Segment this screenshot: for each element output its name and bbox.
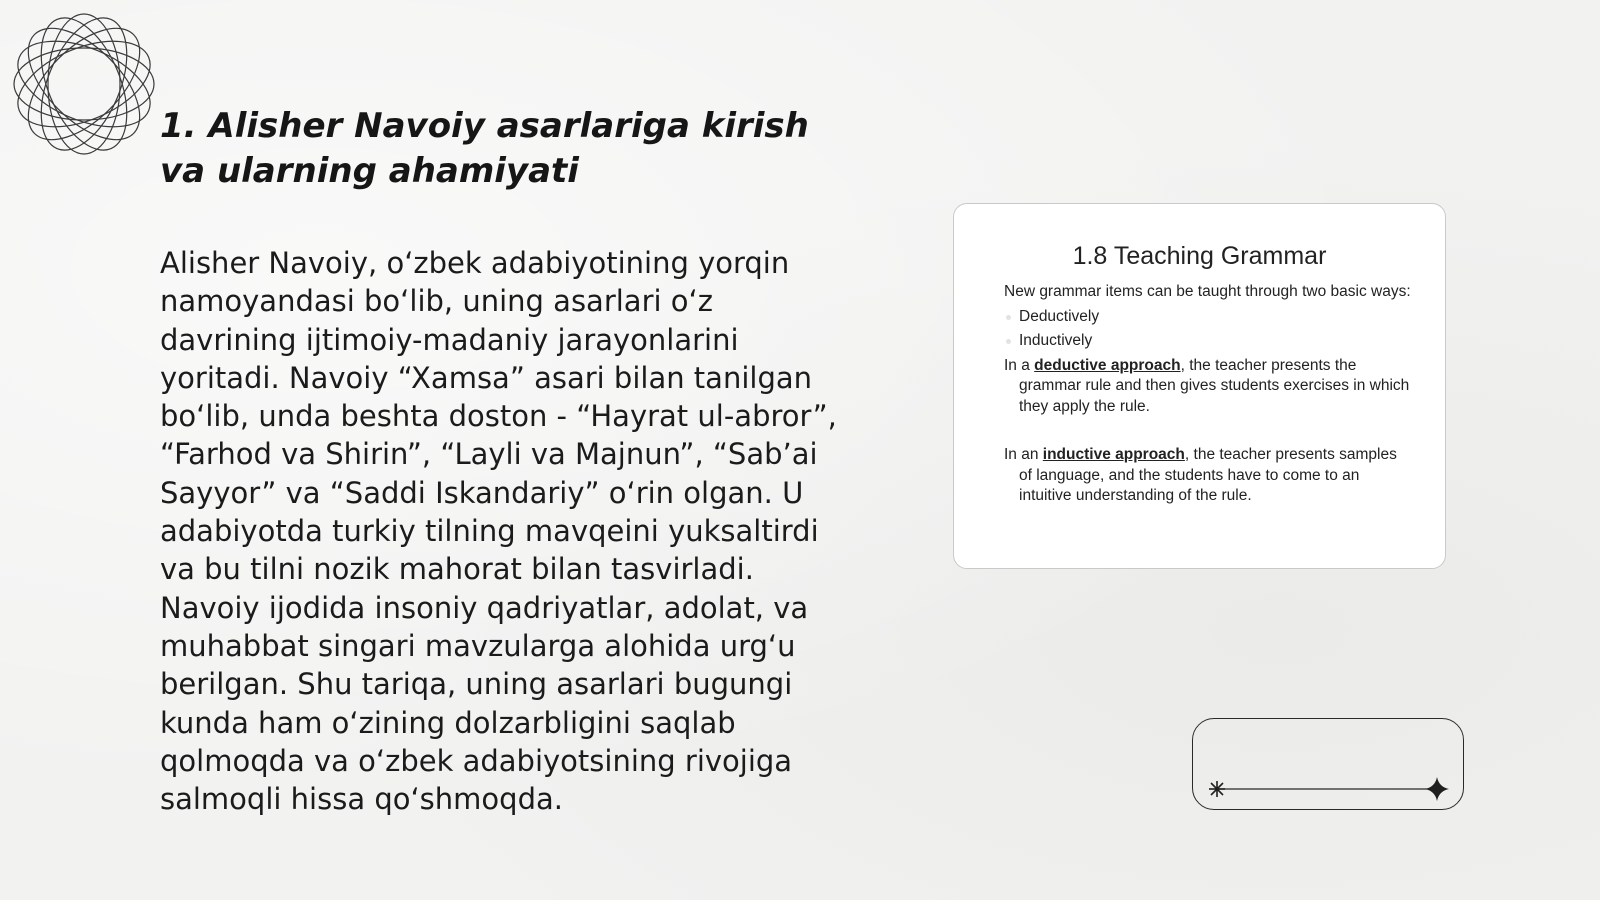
deductive-term: deductive approach xyxy=(1034,356,1181,374)
image-intro: New grammar items can be taught through two basic ways: xyxy=(1004,283,1411,300)
sparkle-icon xyxy=(1209,781,1225,797)
deductive-paragraph xyxy=(1004,356,1414,418)
plus-star-icon xyxy=(1425,777,1449,801)
circle-ornament-icon xyxy=(10,10,158,158)
image-title: 1.8 Teaching Grammar xyxy=(1072,242,1327,270)
bullet-dot-icon xyxy=(1006,315,1011,320)
decorative-box xyxy=(1192,718,1464,810)
body-paragraph: Alisher Navoiy, oʻzbek adabiyotining yorqin namoyandasi boʻlib, uning asarlari oʻz davrining ijtimoiy-madaniy jarayonlarini yoritadi. Navoiy “Xamsa” asari bilan tanilgan boʻlib, unda beshta doston - “Hayrat ul-abror”, “Farhod va Shirin”, “Layli va Majnun”, “Sabʼai Sayyor” va “Saddi Iskandariy” oʻrin olgan. U adabiyotda turkiy tilning mavqeini yuksaltirdi va bu tilni nozik mahorat bilan tasvirladi. Navoiy ijodida insoniy qadriyatlar, adolat, va muhabbat singari mavzularga alohida urgʻu berilgan. Shu tariqa, uning asarlari bugungi kunda ham oʻzining dolzarbligini saqlab qolmoqda va oʻzbek adabiyotsining rivojiga salmoqli hissa qoʻshmoqda. xyxy=(160,246,837,817)
slide-title: 1. Alisher Navoiy asarlariga kirish va ularning ahamiyati xyxy=(160,106,809,191)
inductive-prefix: In an xyxy=(1004,446,1043,463)
deductive-prefix: In a xyxy=(1004,356,1035,374)
deductive-rest: , the teacher presents the grammar rule and then gives students exercises in which they apply the rule. xyxy=(1019,356,1410,415)
image-bullet xyxy=(1004,331,1414,352)
box-decoration xyxy=(1193,719,1465,811)
bullet-text: Deductively xyxy=(1019,307,1100,325)
bullet-dot-icon xyxy=(1006,339,1011,344)
image-body xyxy=(1004,282,1414,507)
teaching-grammar-image xyxy=(953,203,1446,569)
image-bullet xyxy=(1004,307,1414,328)
inductive-term: inductive approach xyxy=(1042,446,1185,463)
inductive-rest: , the teacher presents samples of language, and the students have to come to an intuitive understanding of the rule. xyxy=(1019,446,1397,504)
bullet-text: Inductively xyxy=(1019,332,1093,349)
inductive-paragraph xyxy=(1004,445,1414,507)
